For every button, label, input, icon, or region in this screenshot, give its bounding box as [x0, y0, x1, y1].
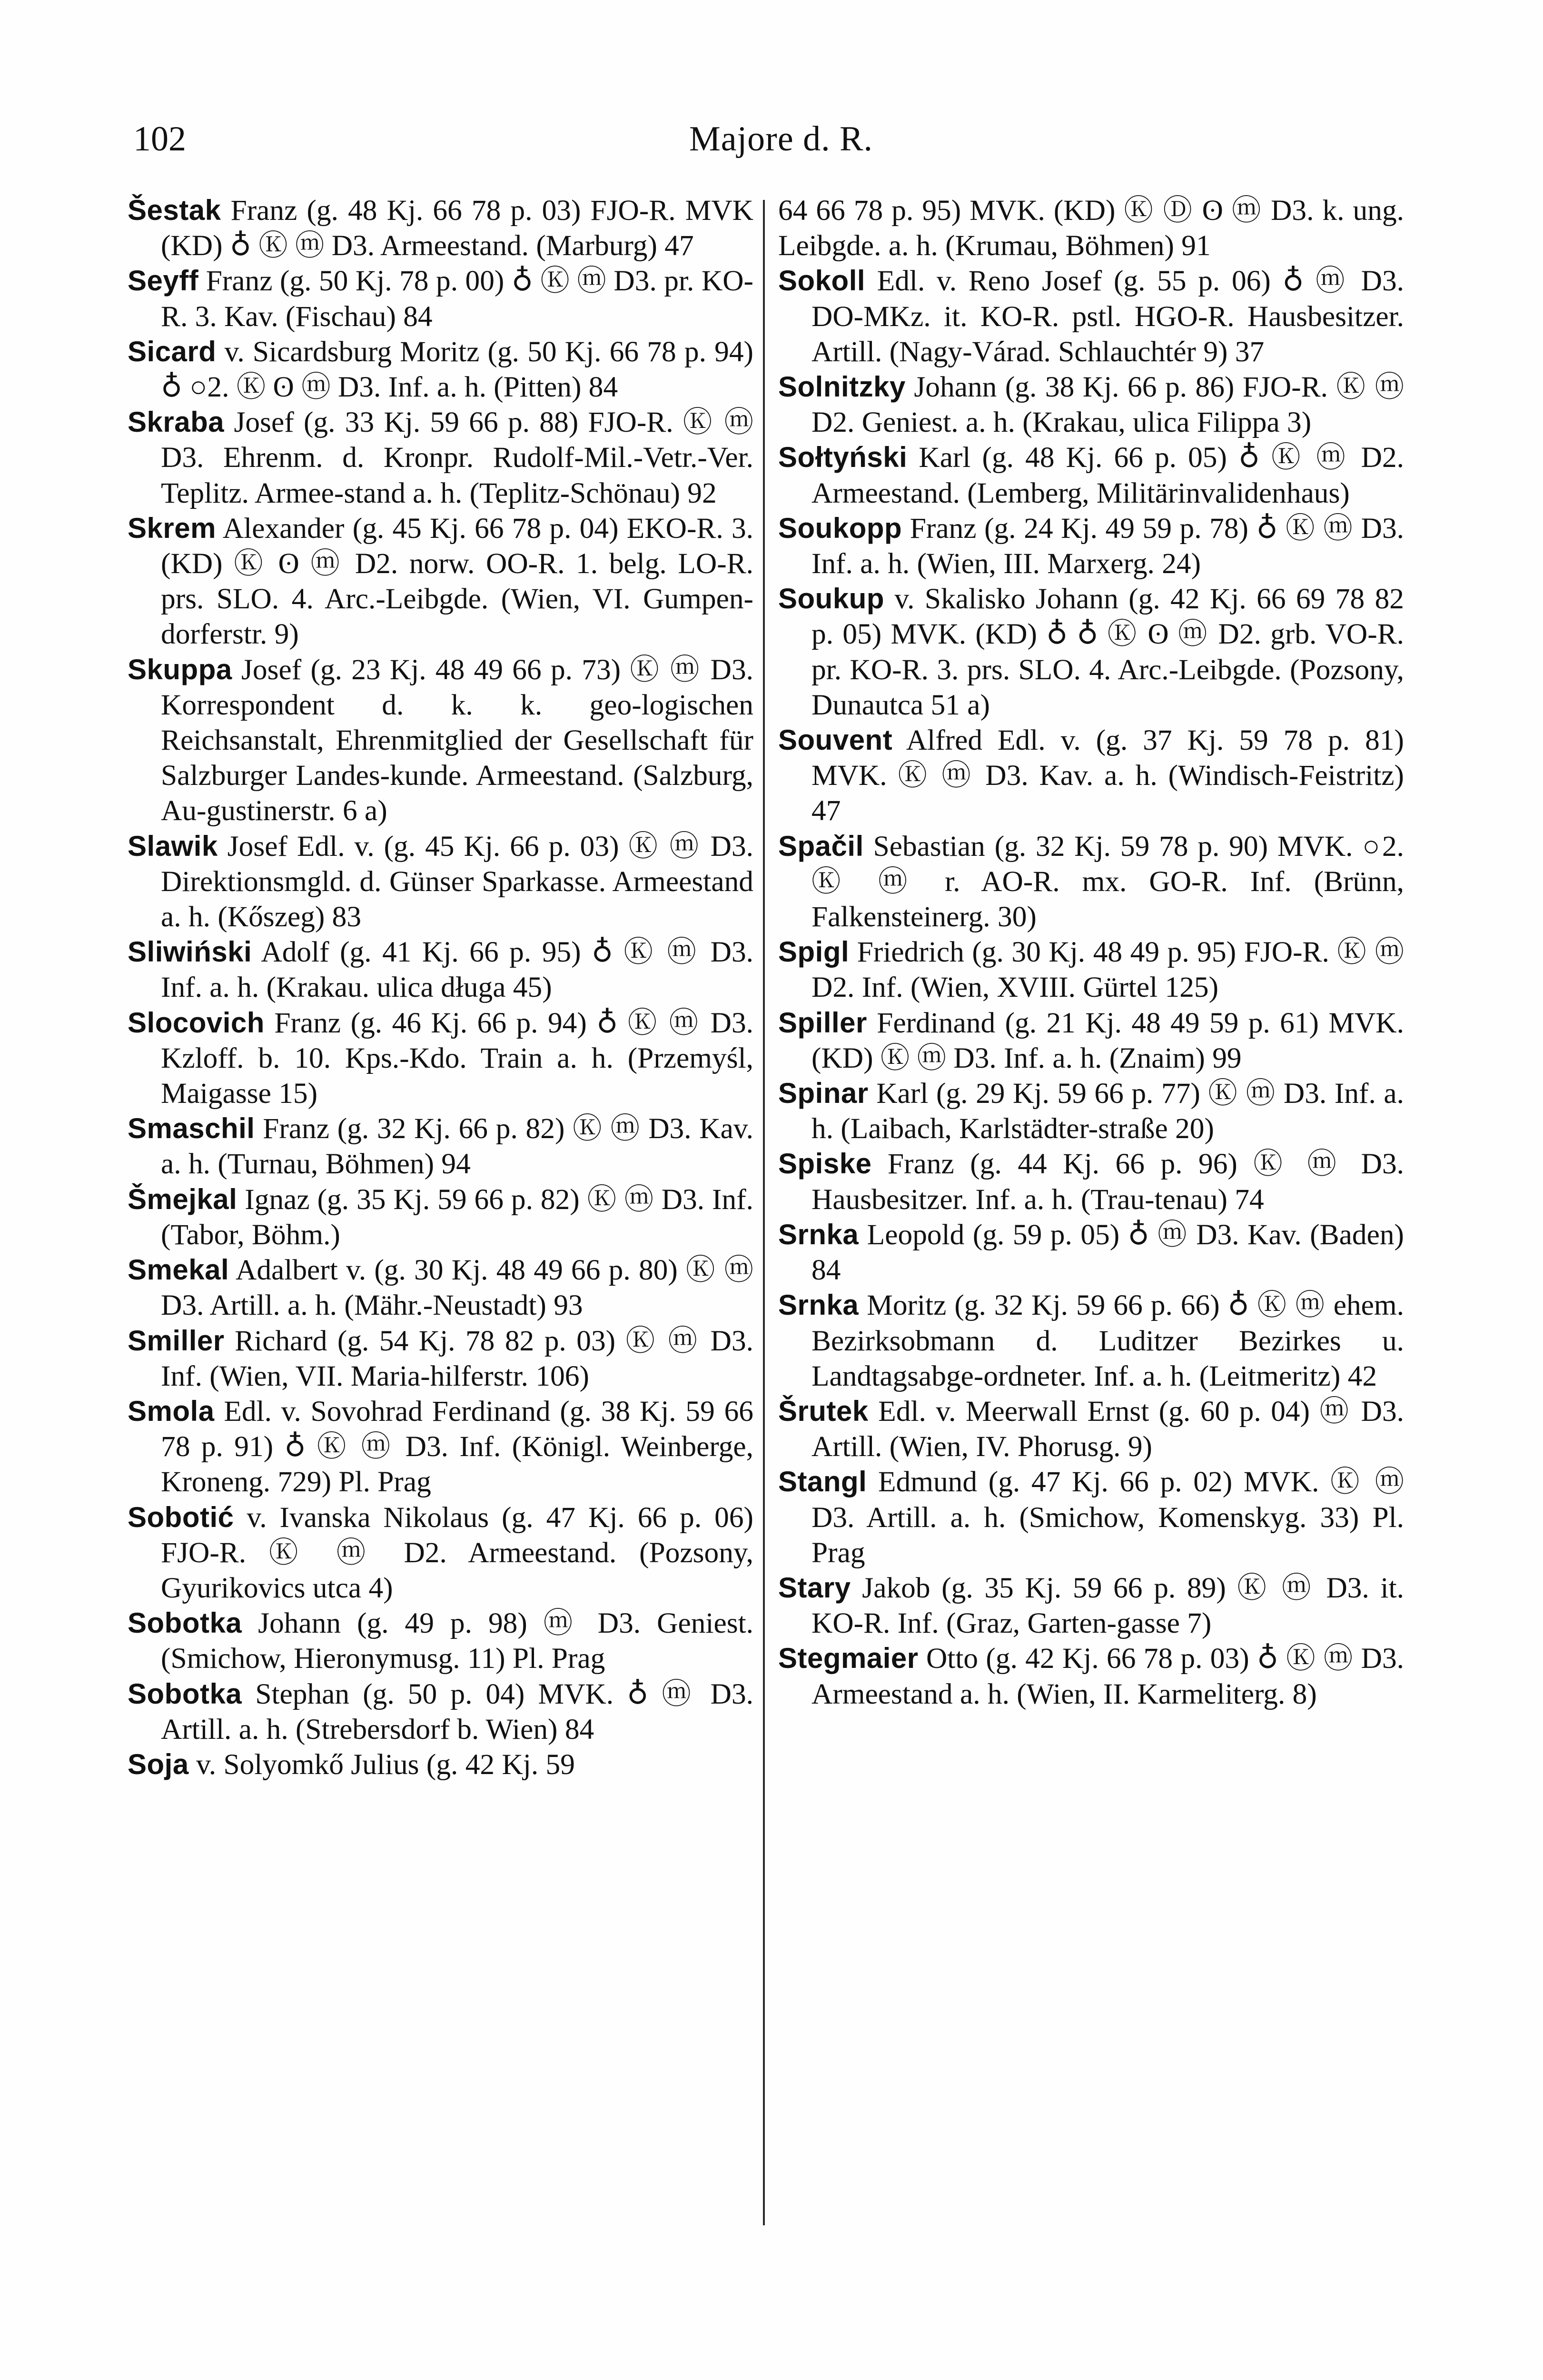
- page-header: [133, 119, 1429, 171]
- entry-details: Josef (g. 33 Kj. 59 66 p. 88) FJO-R. Ⓚ ⓜ D3. Ehrenm. d. Kronpr. Rudolf-Mil.-Vetr.-Ver. Teplitz. Armee-stand a. h. (Teplitz-Schönau) 92: [161, 406, 753, 509]
- entry-surname: Spačil: [778, 830, 864, 862]
- entry-details: Edl. v. Meerwall Ernst (g. 60 p. 04) ⓜ D3. Artill. (Wien, IV. Phorusg. 9): [811, 1395, 1404, 1463]
- entry-surname: Sobotić: [128, 1501, 234, 1533]
- left-column: [128, 193, 753, 1782]
- register-entry: [128, 1323, 753, 1394]
- entry-details: Adolf (g. 41 Kj. 66 p. 95) ♁ Ⓚ ⓜ D3. Inf. a. h. (Krakau. ulica długa 45): [161, 936, 753, 1004]
- entry-surname: Srnka: [778, 1218, 859, 1250]
- right-column: [778, 193, 1404, 1712]
- entry-details: 64 66 78 p. 95) MVK. (KD) Ⓚ Ⓓ ʘ ⓜ D3. k. ung. Leibgde. a. h. (Krumau, Böhmen) 91: [778, 194, 1404, 262]
- entry-details: v. Sicardsburg Moritz (g. 50 Kj. 66 78 p. 94) ♁ ○2. Ⓚ ʘ ⓜ D3. Inf. a. h. (Pitten) 84: [161, 335, 753, 404]
- register-entry: [128, 263, 753, 334]
- register-entry: [778, 511, 1404, 581]
- entry-surname: Sliwiński: [128, 936, 252, 968]
- register-entry: [778, 263, 1404, 369]
- entry-surname: Spiske: [778, 1148, 872, 1180]
- entry-surname: Skrem: [128, 512, 216, 544]
- register-entry: [128, 1676, 753, 1747]
- register-entry: [778, 1570, 1404, 1641]
- entry-details: Johann (g. 38 Kj. 66 p. 86) FJO-R. Ⓚ ⓜ D2. Geniest. a. h. (Krakau, ulica Filippa 3): [811, 371, 1404, 439]
- entry-details: Richard (g. 54 Kj. 78 82 p. 03) Ⓚ ⓜ D3. Inf. (Wien, VII. Maria-hilferstr. 106): [161, 1324, 753, 1392]
- running-title: Majore d. R.: [689, 119, 873, 159]
- register-entry: [778, 1641, 1404, 1711]
- entry-surname: Spinar: [778, 1077, 869, 1110]
- register-entry: [778, 1217, 1404, 1288]
- entry-surname: Spiller: [778, 1006, 867, 1039]
- entry-details: Franz (g. 46 Kj. 66 p. 94) ♁ Ⓚ ⓜ D3. Kzloff. b. 10. Kps.-Kdo. Train a. h. (Przemyśl, Maigasse 15): [161, 1006, 753, 1110]
- entry-details: v. Skalisko Johann (g. 42 Kj. 66 69 78 82 p. 05) MVK. (KD) ♁ ♁ Ⓚ ʘ ⓜ D2. grb. VO-R. pr. KO-R. 3. prs. SLO. 4. Arc.-Leibgde. (Pozsony, Dunautca 51 a): [811, 583, 1404, 721]
- entry-surname: Stangl: [778, 1466, 867, 1498]
- page-number: 102: [133, 119, 186, 159]
- column-divider: [763, 200, 765, 2225]
- entry-details: Otto (g. 42 Kj. 66 78 p. 03) ♁ Ⓚ ⓜ D3. Armeestand a. h. (Wien, II. Karmeliterg. 8): [811, 1642, 1404, 1710]
- entry-details: Sebastian (g. 32 Kj. 59 78 p. 90) MVK. ○2. Ⓚ ⓜ r. AO-R. mx. GO-R. Inf. (Brünn, Falkensteinerg. 30): [811, 830, 1404, 933]
- register-entry: [128, 1182, 753, 1252]
- register-entry: [128, 1394, 753, 1500]
- entry-surname: Soja: [128, 1748, 189, 1780]
- entry-details: Edl. v. Sovohrad Ferdinand (g. 38 Kj. 59 66 78 p. 91) ♁ Ⓚ ⓜ D3. Inf. (Königl. Weinberge, Kroneng. 729) Pl. Prag: [161, 1395, 753, 1498]
- entry-surname: Slocovich: [128, 1006, 265, 1039]
- entry-details: Karl (g. 29 Kj. 59 66 p. 77) Ⓚ ⓜ D3. Inf. a. h. (Laibach, Karlstädter-straße 20): [811, 1077, 1404, 1145]
- entry-surname: Sokoll: [778, 265, 866, 297]
- entry-surname: Soukup: [778, 583, 884, 615]
- entry-details: Stephan (g. 50 p. 04) MVK. ♁ ⓜ D3. Artill. a. h. (Strebersdorf b. Wien) 84: [161, 1677, 753, 1745]
- entry-surname: Skraba: [128, 406, 225, 438]
- register-entry: [128, 405, 753, 511]
- entry-surname: Smiller: [128, 1324, 225, 1357]
- entry-details: Alfred Edl. v. (g. 37 Kj. 59 78 p. 81) MVK. Ⓚ ⓜ D3. Kav. a. h. (Windisch-Feistritz) 47: [811, 724, 1404, 827]
- register-entry: [128, 1500, 753, 1606]
- entry-details: Josef (g. 23 Kj. 48 49 66 p. 73) Ⓚ ⓜ D3. Korrespondent d. k. k. geo-logischen Reichsanstalt, Ehrenmitglied der Gesellschaft für Salzburger Landes-kunde. Armeestand. (Salzburg, Au-gustinerstr. 6 a): [161, 653, 753, 827]
- entry-surname: Sicard: [128, 335, 217, 367]
- register-entry: [778, 369, 1404, 440]
- register-entry: [128, 1252, 753, 1323]
- entry-surname: Sobotka: [128, 1677, 242, 1710]
- entry-details: Friedrich (g. 30 Kj. 48 49 p. 95) FJO-R. Ⓚ ⓜ D2. Inf. (Wien, XVIII. Gürtel 125): [811, 936, 1404, 1004]
- entry-details: Franz (g. 24 Kj. 49 59 p. 78) ♁ Ⓚ ⓜ D3. Inf. a. h. (Wien, III. Marxerg. 24): [811, 512, 1404, 580]
- entry-details: Edmund (g. 47 Kj. 66 p. 02) MVK. Ⓚ ⓜ D3. Artill. a. h. (Smichow, Komenskyg. 33) Pl. Prag: [811, 1466, 1404, 1569]
- register-entry: [778, 1146, 1404, 1217]
- entry-surname: Seyff: [128, 265, 199, 297]
- entry-surname: Šmejkal: [128, 1183, 237, 1215]
- entry-details: Ferdinand (g. 21 Kj. 48 49 59 p. 61) MVK. (KD) Ⓚ ⓜ D3. Inf. a. h. (Znaim) 99: [811, 1006, 1404, 1074]
- register-entry: [778, 581, 1404, 723]
- register-entry: [778, 1005, 1404, 1076]
- register-entry: [128, 829, 753, 935]
- entry-details: Josef Edl. v. (g. 45 Kj. 66 p. 03) Ⓚ ⓜ D3. Direktionsmgld. d. Günser Sparkasse. Armeestand a. h. (Kőszeg) 83: [161, 830, 753, 933]
- entry-details: v. Solyomkő Julius (g. 42 Kj. 59: [188, 1748, 575, 1781]
- entry-surname: Slawik: [128, 830, 218, 862]
- register-entry: [128, 334, 753, 405]
- entry-surname: Smaschil: [128, 1112, 255, 1145]
- entry-surname: Šrutek: [778, 1395, 869, 1427]
- register-entry: [778, 723, 1404, 829]
- register-entry: [778, 1076, 1404, 1146]
- entry-surname: Sołtyński: [778, 441, 908, 474]
- entry-surname: Spigl: [778, 936, 850, 968]
- entry-details: Johann (g. 49 p. 98) ⓜ D3. Geniest. (Smichow, Hieronymusg. 11) Pl. Prag: [161, 1607, 753, 1675]
- register-entry: [128, 193, 753, 263]
- entry-surname: Solnitzky: [778, 371, 906, 403]
- entry-surname: Srnka: [778, 1289, 859, 1321]
- register-entry: [128, 934, 753, 1005]
- entry-surname: Sobotka: [128, 1607, 242, 1639]
- entry-surname: Stary: [778, 1571, 851, 1604]
- entry-details: Adalbert v. (g. 30 Kj. 48 49 66 p. 80) Ⓚ ⓜ D3. Artill. a. h. (Mähr.-Neustadt) 93: [161, 1254, 753, 1322]
- entry-details: Franz (g. 44 Kj. 66 p. 96) Ⓚ ⓜ D3. Hausbesitzer. Inf. a. h. (Trau-tenau) 74: [811, 1148, 1404, 1216]
- entry-surname: Soukopp: [778, 512, 902, 544]
- entry-details: Franz (g. 32 Kj. 66 p. 82) Ⓚ ⓜ D3. Kav. a. h. (Turnau, Böhmen) 94: [161, 1112, 753, 1180]
- entry-details: v. Ivanska Nikolaus (g. 47 Kj. 66 p. 06) FJO-R. Ⓚ ⓜ D2. Armeestand. (Pozsony, Gyurikovics utca 4): [161, 1501, 753, 1604]
- register-entry: [778, 193, 1404, 263]
- entry-surname: Šestak: [128, 194, 221, 226]
- entry-details: Karl (g. 48 Kj. 66 p. 05) ♁ Ⓚ ⓜ D2. Armeestand. (Lemberg, Militärinvalidenhaus): [811, 441, 1404, 509]
- entry-details: Alexander (g. 45 Kj. 66 78 p. 04) EKO-R. 3. (KD) Ⓚ ʘ ⓜ D2. norw. OO-R. 1. belg. LO-R. prs. SLO. 4. Arc.-Leibgde. (Wien, VI. Gumpen-dorferstr. 9): [161, 512, 753, 651]
- register-entry: [128, 1111, 753, 1181]
- entry-surname: Skuppa: [128, 653, 232, 685]
- entry-details: Franz (g. 48 Kj. 66 78 p. 03) FJO-R. MVK (KD) ♁ Ⓚ ⓜ D3. Armeestand. (Marburg) 47: [161, 194, 753, 262]
- register-entry: [128, 511, 753, 652]
- register-entry: [128, 652, 753, 829]
- register-entry: [778, 934, 1404, 1005]
- entry-details: Ignaz (g. 35 Kj. 59 66 p. 82) Ⓚ ⓜ D3. Inf. (Tabor, Böhm.): [161, 1183, 753, 1251]
- entry-surname: Souvent: [778, 724, 893, 756]
- register-entry: [778, 829, 1404, 935]
- register-entry: [778, 440, 1404, 510]
- entry-details: Moritz (g. 32 Kj. 59 66 p. 66) ♁ Ⓚ ⓜ ehem. Bezirksobmann d. Luditzer Bezirkes u. Landtagsabge-ordneter. Inf. a. h. (Leitmeritz) 42: [811, 1289, 1404, 1392]
- entry-details: Leopold (g. 59 p. 05) ♁ ⓜ D3. Kav. (Baden) 84: [811, 1218, 1404, 1287]
- register-entry: [128, 1747, 753, 1782]
- entry-details: Edl. v. Reno Josef (g. 55 p. 06) ♁ ⓜ D3. DO-MKz. it. KO-R. pstl. HGO-R. Hausbesitzer. Artill. (Nagy-Várad. Schlauchtér 9) 37: [811, 265, 1404, 368]
- register-entry: [778, 1288, 1404, 1394]
- entry-details: Jakob (g. 35 Kj. 59 66 p. 89) Ⓚ ⓜ D3. it. KO-R. Inf. (Graz, Garten-gasse 7): [811, 1571, 1404, 1640]
- entry-details: Franz (g. 50 Kj. 78 p. 00) ♁ Ⓚ ⓜ D3. pr. KO-R. 3. Kav. (Fischau) 84: [161, 265, 753, 333]
- entry-surname: Smekal: [128, 1254, 229, 1286]
- entry-surname: Smola: [128, 1395, 215, 1427]
- register-entry: [128, 1606, 753, 1676]
- register-entry: [778, 1464, 1404, 1570]
- entry-surname: Stegmaier: [778, 1642, 919, 1675]
- register-entry: [128, 1005, 753, 1111]
- register-entry: [778, 1394, 1404, 1464]
